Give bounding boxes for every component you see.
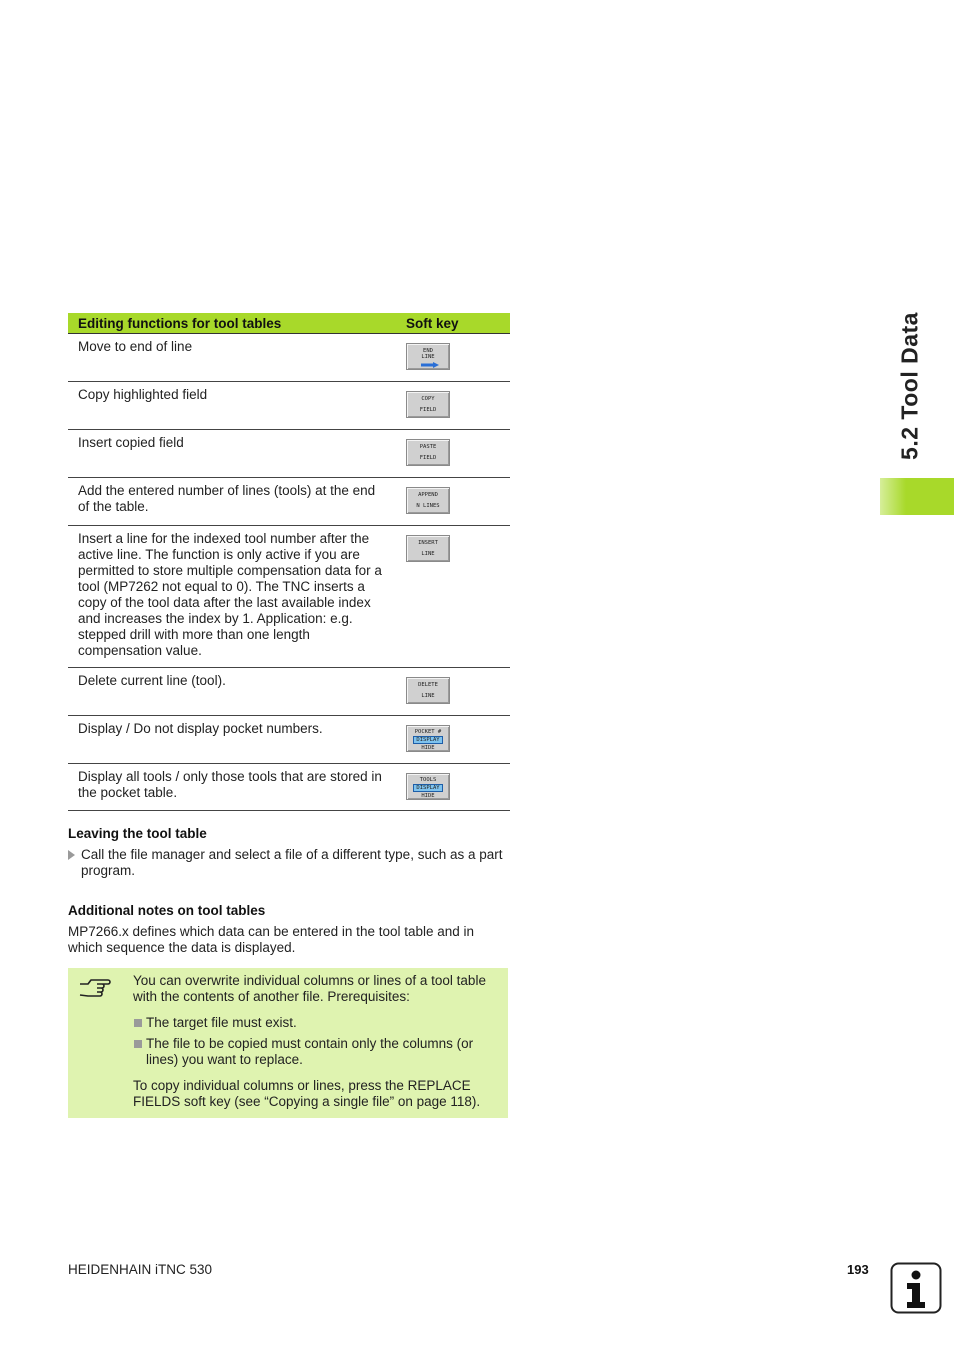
insert-line-softkey[interactable] [406, 535, 450, 562]
copy-field-softkey[interactable] [406, 391, 450, 418]
chapter-side-title [880, 300, 940, 472]
leaving-bullet [68, 847, 510, 879]
row-description: Delete current line (tool). [78, 673, 226, 688]
softkey-label-highlight: DISPLAY [413, 736, 442, 744]
footer-product: HEIDENHAIN iTNC 530 [68, 1262, 213, 1277]
pointing-hand-icon [78, 976, 112, 1000]
softkey-label: N LINES [416, 503, 440, 509]
delete-line-softkey[interactable] [406, 677, 450, 704]
table-row [68, 716, 510, 764]
leaving-bullet-text: Call the file manager and select a file of a different type, such as a part program. [81, 847, 503, 878]
square-bullet-icon [134, 1019, 142, 1027]
note-intro: You can overwrite individual columns or lines of a tool table with the contents of another file. Prerequisites: [133, 973, 486, 1004]
softkey-label: PASTE [419, 444, 437, 450]
triangle-bullet-icon [68, 850, 75, 860]
softkey-label: TOOLS [419, 777, 437, 783]
softkey-label: COPY [421, 396, 435, 402]
right-arrow-icon [421, 362, 439, 368]
softkey-label-highlight: DISPLAY [413, 784, 442, 792]
softkey-label: DELETE [418, 682, 438, 688]
softkey-label: POCKET # [414, 729, 442, 735]
end-line-softkey[interactable] [406, 343, 450, 370]
append-n-lines-softkey[interactable] [406, 487, 450, 514]
tools-display-hide-softkey[interactable] [406, 773, 450, 800]
header-col-softkey: Soft key [406, 315, 459, 331]
row-description: Move to end of line [78, 339, 193, 354]
table-row [68, 478, 510, 526]
table-row [68, 764, 510, 811]
row-description: Insert a line for the indexed tool number after the active line. The function is only active if you are permitted to store multiple compensation data for a tool (MP7262 not equal to 0). The TNC inserts a copy of the tool data after the last available index and increases the index by 1. Application: e.g. stepped drill with more than one length compensation value. [78, 531, 382, 658]
note-item-text: The target file must exist. [146, 1015, 297, 1030]
softkey-label: FIELD [419, 407, 437, 413]
chapter-tab-marker [880, 478, 954, 515]
table-row [68, 668, 510, 716]
tool-table-functions [68, 313, 510, 811]
softkey-label: HIDE [421, 745, 435, 751]
table-row [68, 526, 510, 668]
note-list-item [133, 1036, 503, 1068]
page-number: 193 [847, 1262, 869, 1277]
additional-heading: Additional notes on tool tables [68, 903, 266, 918]
softkey-label: APPEND [418, 492, 438, 498]
softkey-label: END [423, 348, 433, 354]
table-row [68, 334, 510, 382]
leaving-heading: Leaving the tool table [68, 826, 207, 841]
softkey-label: INSERT [418, 540, 438, 546]
note-item-text: The file to be copied must contain only the columns (or lines) you want to replace. [146, 1036, 474, 1067]
table-header [68, 313, 510, 334]
additional-text: MP7266.x defines which data can be entered in the tool table and in which sequence the data is displayed. [68, 924, 475, 955]
softkey-label: LINE [421, 551, 435, 557]
softkey-label: LINE [421, 354, 435, 360]
header-col-functions: Editing functions for tool tables [78, 315, 282, 331]
pocket-display-hide-softkey[interactable] [406, 725, 450, 752]
note-box [68, 968, 508, 1118]
chapter-title-text: 5.2 Tool Data [896, 312, 923, 460]
info-icon [890, 1262, 942, 1314]
softkey-label: HIDE [421, 793, 435, 799]
table-row [68, 382, 510, 430]
paste-field-softkey[interactable] [406, 439, 450, 466]
row-description: Display / Do not display pocket numbers. [78, 721, 323, 736]
table-row [68, 430, 510, 478]
square-bullet-icon [134, 1040, 142, 1048]
row-description: Copy highlighted field [78, 387, 208, 402]
softkey-label: FIELD [419, 455, 437, 461]
note-outro: To copy individual columns or lines, press the REPLACE FIELDS soft key (see “Copying a single file” on page 118). [133, 1078, 481, 1109]
note-list-item [133, 1015, 503, 1031]
row-description: Add the entered number of lines (tools) at the end of the table. [78, 483, 376, 514]
softkey-label: LINE [421, 693, 435, 699]
row-description: Insert copied field [78, 435, 184, 450]
row-description: Display all tools / only those tools that are stored in the pocket table. [78, 769, 382, 800]
